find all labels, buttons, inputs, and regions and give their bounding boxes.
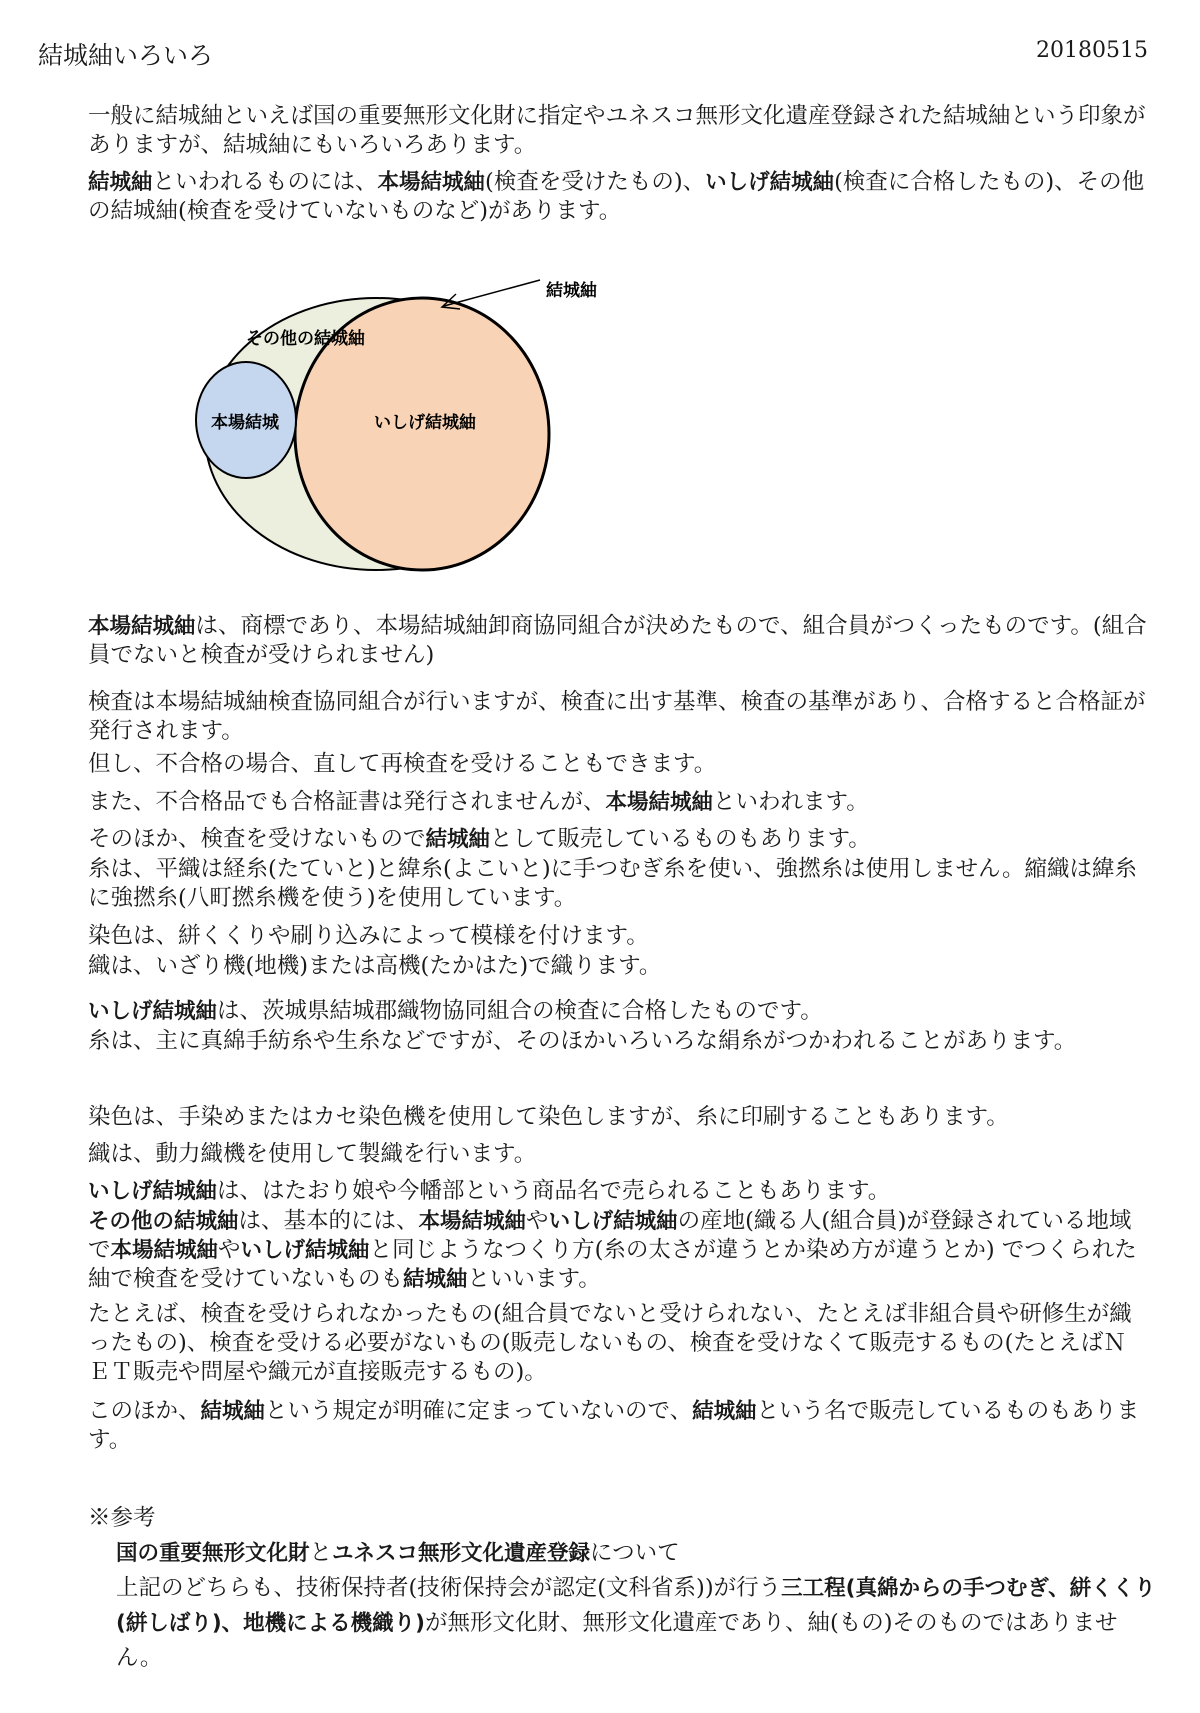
bold-term: 結城紬 (425, 827, 491, 852)
page-title: 結城紬いろいろ (38, 41, 214, 70)
honba-label: 本場結城 (211, 413, 279, 433)
text-segment: 糸は、主に真綿手紡糸や生糸などですが、そのほかいろいろな絹糸がつかわれることがあります。 (88, 1028, 1077, 1054)
body-paragraph (88, 922, 1148, 951)
body-paragraph (88, 1300, 1148, 1387)
text-segment: と (309, 1540, 333, 1566)
body-paragraph (88, 788, 1148, 817)
text-segment: また、不合格品でも合格証書は発行されませんが、 (88, 789, 606, 815)
text-segment: という規定が明確に定まっていないので、 (265, 1398, 693, 1424)
bold-term: ユネスコ無形文化遺産登録 (332, 1541, 591, 1566)
body-paragraph (88, 750, 1148, 779)
text-segment: として販売しているものもあります。 (490, 826, 871, 852)
text-segment: そのほか、検査を受けないもので (88, 826, 426, 852)
outer-label: 結城紬 (546, 281, 597, 301)
bold-term: 結城紬 (200, 1399, 266, 1424)
intro-section (88, 102, 1148, 226)
bold-term: 本場結城紬 (605, 790, 714, 815)
intro-paragraph-2 (88, 168, 1148, 226)
bold-term: いしげ結城紬 (705, 170, 835, 195)
yuki-tsumugi-venn-diagram (190, 266, 610, 586)
text-segment: 上記のどちらも、技術保持者(技術保持会が認定(文科省系))が行う (116, 1575, 782, 1601)
body-paragraph (88, 688, 1148, 746)
bold-term: 本場結城紬 (110, 1238, 219, 1263)
text-segment: 検査は本場結城紬検査協同組合が行いますが、検査に出す基準、検査の基準があり、合格すると合格証が発行されます。 (88, 689, 1146, 744)
text-segment: 染色は、手染めまたはカセ染色機を使用して染色しますが、糸に印刷することもあります。 (88, 1104, 1009, 1130)
bold-term: いしげ結城紬 (88, 999, 218, 1024)
bold-term: いしげ結城紬 (240, 1238, 370, 1263)
text-segment: 糸は、平織は経糸(たていと)と緯糸(よこいと)に手つむぎ糸を使い、強撚糸は使用しません。縮織は緯糸に強撚糸(八町撚糸機を使う)を使用しています。 (88, 856, 1137, 911)
other-label: その他の結城紬 (246, 329, 365, 349)
text-segment: このほか、 (88, 1398, 201, 1424)
text-segment: (検査に合格したもの)、その他の結城紬(検査を受けていないものなど)があります。 (88, 169, 1145, 224)
text-segment: が無形文化財、無形文化遺産であり、紬(もの)そのものではありません。 (116, 1610, 1118, 1671)
bold-term: その他の結城紬 (88, 1209, 239, 1234)
document-date: 20180515 (1036, 38, 1148, 63)
bold-term: 本場結城紬 (418, 1209, 527, 1234)
text-segment: の産地(織る人(組合員)が登録されている地域で (88, 1208, 1132, 1263)
bold-term: 結城紬 (692, 1399, 757, 1424)
body-paragraph (88, 612, 1148, 670)
text-segment: (検査を受けたもの)、 (485, 169, 706, 195)
body-paragraph (88, 1397, 1148, 1455)
bold-term: いしげ結城紬 (548, 1209, 678, 1234)
text-segment: と同じようなつくり方(糸の太さが違うとか染め方が違うとか) でつくられた紬で検査を受けていないものも (88, 1237, 1137, 1292)
text-segment: といわれるものには、 (152, 169, 378, 195)
bold-term: 結城紬 (403, 1267, 468, 1292)
text-segment: たとえば、検査を受けられなかったもの(組合員でないと受けられない、たとえば非組合員や研修生が織ったもの)、検査を受ける必要がないもの(販売しないもの、検査を受けなくて販売するもの(たとえばＮＥＴ販売や問屋や織元が直接販売するもの)。 (88, 1301, 1132, 1385)
text-segment: は、茨城県結城郡織物協同組合の検査に合格したものです。 (217, 998, 823, 1024)
body-paragraph (88, 855, 1148, 913)
body-paragraph (88, 1103, 1148, 1132)
reference-line-1 (116, 1536, 1156, 1571)
reference-section (116, 1536, 1156, 1676)
text-segment: 但し、不合格の場合、直して再検査を受けることもできます。 (88, 751, 717, 777)
body-paragraph (88, 825, 1148, 854)
bold-term: 本場結城紬 (88, 614, 196, 639)
body-paragraph (88, 952, 1148, 981)
bold-term: 三工程(真綿からの手つむぎ、絣くくり(絣しばり)、地機による機織り) (116, 1576, 1156, 1636)
body-paragraph (88, 1027, 1148, 1056)
text-segment: は、基本的には、 (238, 1208, 419, 1234)
body-paragraph (88, 1207, 1148, 1294)
bold-term: 国の重要無形文化財 (116, 1541, 310, 1566)
text-segment: は、はたおり娘や今幡部という商品名で売られることもあります。 (217, 1178, 891, 1204)
bold-term: いしげ結城紬 (88, 1179, 218, 1204)
text-segment: は、商標であり、本場結城紬卸商協同組合が決めたもので、組合員がつくったものです。(組合員でないと検査が受けられません) (88, 613, 1147, 668)
arrow-line (444, 280, 540, 306)
text-segment: といわれます。 (713, 789, 869, 815)
text-segment: について (590, 1540, 680, 1566)
body-paragraph (88, 1177, 1148, 1206)
body-paragraph (88, 997, 1148, 1026)
reference-heading: ※参考 (88, 1505, 156, 1531)
text-segment: や (526, 1208, 549, 1234)
text-segment: といいます。 (467, 1266, 601, 1292)
bold-term: 結城紬 (88, 170, 153, 195)
intro-paragraph-1: 一般に結城紬といえば国の重要無形文化財に指定やユネスコ無形文化遺産登録された結城紬という印象がありますが、結城紬にもいろいろあります。 (88, 103, 1146, 158)
bold-term: 本場結城紬 (377, 170, 486, 195)
text-segment: 織は、動力織機を使用して製織を行います。 (88, 1141, 537, 1167)
text-segment: 染色は、絣くくりや刷り込みによって模様を付けます。 (88, 923, 649, 949)
text-segment: という名で販売しているものもあります。 (88, 1398, 1140, 1453)
ishige-label: いしげ結城紬 (374, 413, 476, 433)
text-segment: 織は、いざり機(地機)または高機(たかはた)で織ります。 (88, 953, 662, 979)
text-segment: や (218, 1237, 241, 1263)
body-paragraph (88, 1140, 1148, 1169)
reference-line-2 (116, 1571, 1156, 1676)
